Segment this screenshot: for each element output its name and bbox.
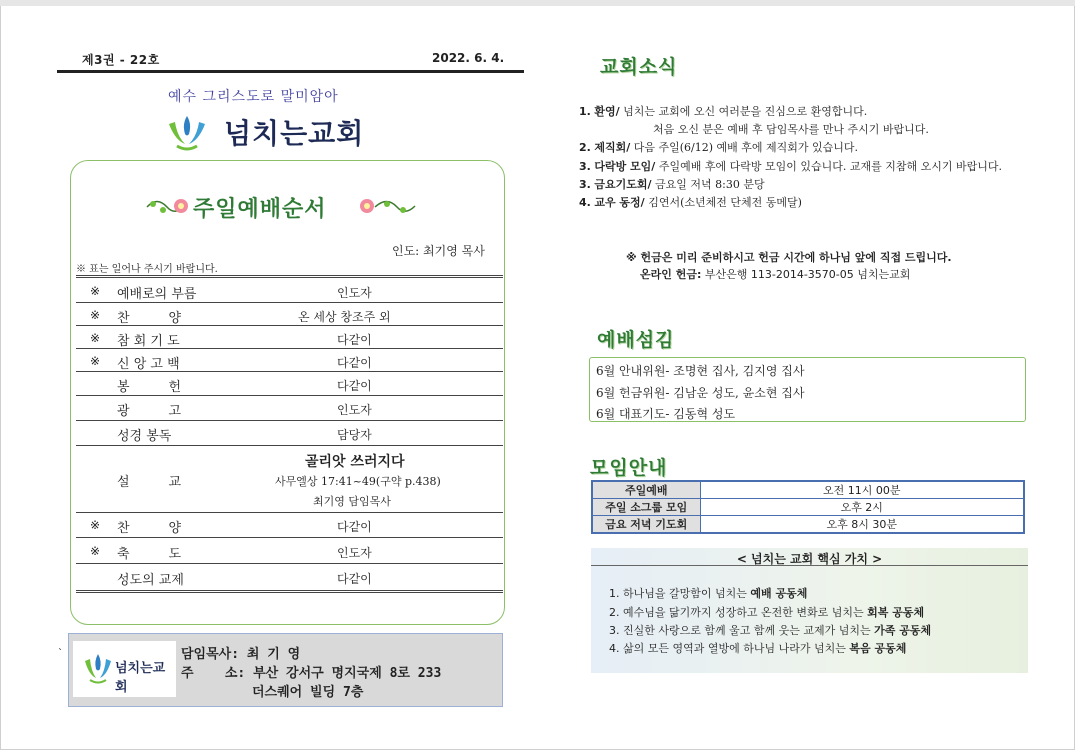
core-value-text: 예수님을 닮기까지 성장하고 온전한 변화로 넘치는	[623, 606, 864, 619]
news-item	[579, 139, 858, 155]
order-item-label: 참 회 기 도	[117, 334, 180, 349]
meeting-name: 주일예배	[592, 481, 700, 499]
order-rule	[76, 302, 503, 303]
flower-ornament-icon	[145, 194, 191, 220]
core-value-item	[609, 622, 931, 638]
news-text: 처음 오신 분은 예배 후 담임목사를 만나 주시기 바랍니다.	[653, 123, 929, 136]
news-num: 1.	[579, 105, 591, 118]
news-key: 제직회/	[594, 141, 631, 154]
service-title: 예배섬김	[597, 329, 675, 351]
core-value-text: 하나님을 갈망함이 넘치는	[623, 587, 747, 600]
meeting-time: 오후 8시 30분	[700, 516, 1024, 534]
order-item-label: 봉 헌	[117, 380, 182, 395]
news-num: 4.	[579, 196, 591, 209]
church-name: 넘치는교회	[224, 117, 365, 150]
order-item-label: 신 앙 고 백	[117, 357, 180, 372]
order-item-value: 다같이	[337, 379, 372, 393]
order-item-label: 광 고	[117, 404, 182, 419]
order-item-label: 예배로의 부름	[117, 287, 197, 302]
sermon-scripture: 사무엘상 17:41~49(구약 p.438)	[275, 475, 441, 488]
stand-mark: ※	[90, 284, 101, 298]
order-rule-top	[76, 275, 503, 278]
core-value-bold: 복음 공동체	[849, 642, 907, 655]
meeting-name: 금요 저녁 기도회	[592, 516, 700, 534]
order-item-value: 담당자	[337, 428, 372, 442]
header-rule	[57, 70, 524, 73]
news-item	[653, 121, 929, 137]
service-row: 6월 헌금위원- 김남운 성도, 윤소현 집사	[596, 386, 805, 400]
order-item-label: 찬 양	[117, 521, 182, 536]
order-item-value: 다같이	[337, 333, 372, 347]
order-rule	[76, 512, 503, 513]
news-text: 넘치는 교회에 오신 여러분을 진심으로 환영합니다.	[623, 105, 868, 118]
order-item-value: 인도자	[337, 286, 372, 300]
church-logo-icon	[83, 651, 113, 685]
order-rule	[76, 420, 503, 421]
stand-mark: ※	[90, 544, 101, 558]
news-text: 김연서(소년체전 단체전 동메달)	[648, 196, 802, 209]
core-value-num: 1.	[609, 587, 620, 600]
core-value-item	[609, 640, 906, 656]
news-text: 주일예배 후에 다락방 모임이 있습니다. 교재를 지참해 오시기 바랍니다.	[658, 160, 1002, 173]
stand-mark: ※	[90, 354, 101, 368]
church-logo-badge	[73, 641, 176, 697]
news-text: 다음 주일(6/12) 예배 후에 제직회가 있습니다.	[633, 141, 859, 154]
news-key: 교우 동정/	[594, 196, 645, 209]
stand-mark: ※	[90, 308, 101, 322]
sermon-preacher: 최기영 담임목사	[313, 495, 391, 508]
order-item-value: 다같이	[337, 356, 372, 370]
table-row	[592, 499, 1024, 516]
worship-leader: 인도: 최기영 목사	[392, 244, 485, 258]
online-offering	[640, 266, 910, 282]
core-values-rule	[591, 565, 1028, 566]
core-value-text: 삶의 모든 영역과 열방에 하나님 나라가 넘치는	[623, 642, 846, 655]
stand-mark: ※	[90, 331, 101, 345]
service-row: 6월 대표기도- 김동혁 성도	[596, 407, 736, 421]
news-text: 금요일 저녁 8:30 분당	[655, 178, 765, 191]
core-values-heading: < 넘치는 교회 핵심 가치 >	[736, 552, 883, 566]
issue-number: 제3권 - 22호	[82, 53, 160, 67]
order-item-label: 성도의 교제	[117, 573, 184, 588]
news-title: 교회소식	[600, 56, 678, 78]
top-strip	[0, 0, 1075, 6]
order-rule	[76, 445, 503, 446]
logo-badge-text: 넘치는교회	[115, 661, 166, 695]
news-key: 금요기도회/	[594, 178, 652, 191]
stray-mark: `	[58, 648, 63, 659]
order-item-value: 온 세상 창조주 외	[298, 310, 391, 324]
news-num: 3.	[579, 178, 591, 191]
online-offering-label: 온라인 헌금:	[640, 268, 702, 281]
worship-order-title-banner	[145, 190, 420, 224]
online-offering-account: 부산은행 113-2014-3570-05 넘치는교회	[704, 268, 911, 281]
church-address: 주 소: 부산 강서구 명지국제 8로 233	[181, 666, 442, 681]
table-row	[592, 516, 1024, 534]
order-item-label: 축 도	[117, 547, 182, 562]
news-item	[579, 194, 802, 210]
core-value-bold: 가족 공동체	[874, 624, 932, 637]
order-item-value: 다같이	[337, 520, 372, 534]
news-item	[579, 103, 867, 119]
news-num: 3.	[579, 160, 591, 173]
pastor-name: 담임목사: 최 기 영	[181, 647, 301, 662]
news-num: 2.	[579, 141, 591, 154]
core-value-num: 4.	[609, 642, 620, 655]
church-logo-icon	[165, 110, 209, 154]
meeting-time: 오전 11시 00분	[700, 481, 1024, 499]
order-item-value: 다같이	[337, 572, 372, 586]
core-value-num: 2.	[609, 606, 620, 619]
meeting-name: 주일 소그룹 모임	[592, 499, 700, 516]
church-address-detail: 더스퀘어 빌딩 7층	[252, 685, 364, 700]
core-value-text: 진실한 사랑으로 함께 울고 함께 웃는 교제가 넘치는	[623, 624, 871, 637]
meetings-title: 모임안내	[590, 457, 668, 479]
slogan: 예수 그리스도로 말미암아	[168, 89, 339, 105]
sermon-title: 골리앗 쓰러지다	[305, 454, 405, 470]
news-item	[579, 176, 765, 192]
news-key: 환영/	[594, 105, 620, 118]
meeting-time: 오후 2시	[700, 499, 1024, 516]
table-row	[592, 481, 1024, 499]
news-key: 다락방 모임/	[594, 160, 656, 173]
core-value-bold: 예배 공동체	[750, 587, 808, 600]
order-rule	[76, 395, 503, 396]
service-row: 6월 안내위원- 조명현 집사, 김지영 집사	[596, 364, 805, 378]
core-value-bold: 회복 공동체	[867, 606, 925, 619]
flower-ornament-icon	[357, 194, 417, 220]
core-value-item	[609, 604, 924, 620]
order-rule	[76, 537, 503, 538]
order-rule-bottom	[76, 590, 503, 593]
standing-note: ※ 표는 일어나 주시기 바랍니다.	[76, 264, 218, 275]
order-item-value: 인도자	[337, 546, 372, 560]
order-rule	[76, 563, 503, 564]
offering-note: ※ 헌금은 미리 준비하시고 헌금 시간에 하나님 앞에 직접 드립니다.	[626, 251, 952, 264]
order-item-label: 설 교	[117, 475, 182, 490]
worship-order-title: 주일예배순서	[193, 197, 327, 222]
core-value-item	[609, 585, 807, 601]
meetings-table	[591, 480, 1025, 534]
order-item-label: 찬 양	[117, 311, 182, 326]
news-item	[579, 158, 1002, 174]
order-item-value: 인도자	[337, 403, 372, 417]
order-item-label: 성경 봉독	[117, 429, 172, 444]
stand-mark: ※	[90, 518, 101, 532]
issue-date: 2022. 6. 4.	[432, 51, 505, 65]
core-value-num: 3.	[609, 624, 620, 637]
